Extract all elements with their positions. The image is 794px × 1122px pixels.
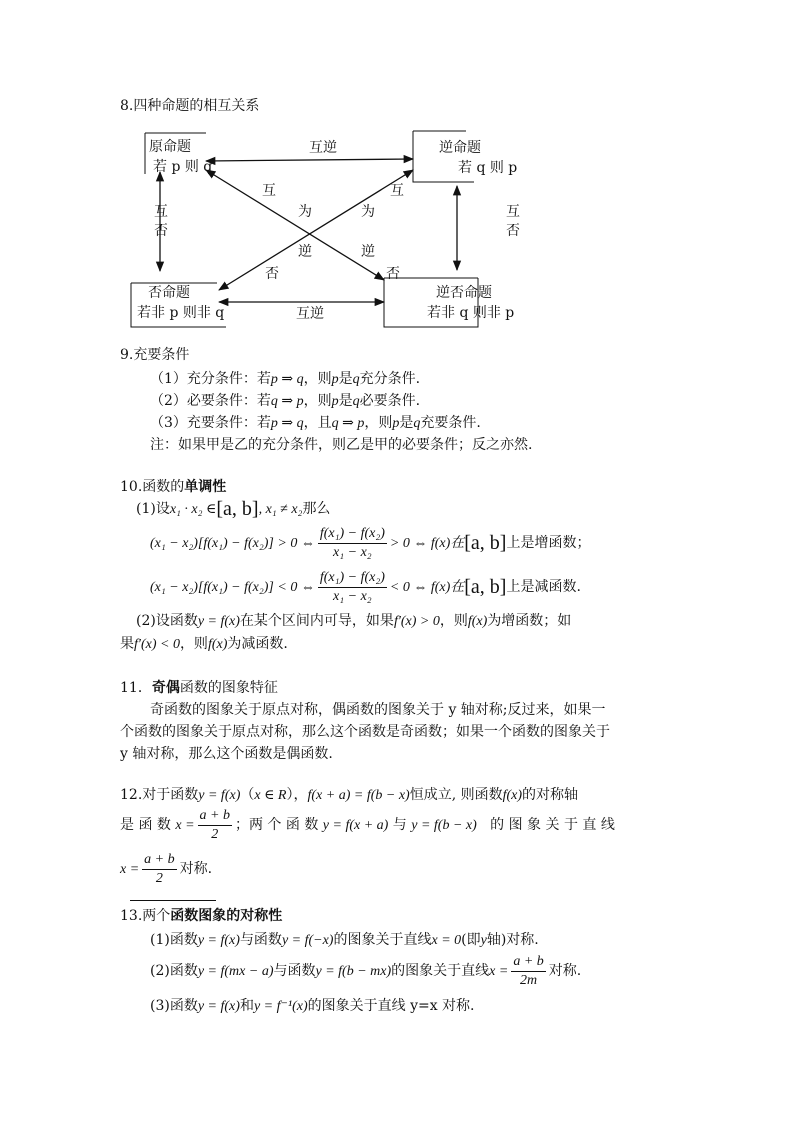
section-8-title: 8.四种命题的相互关系 (120, 98, 260, 114)
s9-line-2: （2）必要条件：若q ⇒ p，则p是q必要条件. (150, 393, 421, 409)
top-arrow (206, 159, 413, 161)
section-9-title: 9.充要条件 (120, 347, 190, 363)
box-converse-line1: 逆命题 (439, 140, 481, 156)
s10-line-2: (2)设函数y = f(x)在某个区间内可导，如果f′(x) > 0，则f(x)为增函数；如 (136, 613, 572, 629)
diag-label-ni-1: 逆 (298, 244, 312, 260)
box-contra-line2: 若非 q 则非 p (427, 305, 515, 321)
diag-label-wei-2: 为 (361, 204, 375, 220)
diag-label-hu-2: 互 (390, 183, 404, 199)
box-converse-line2: 若 q 则 p (458, 160, 518, 176)
bottom-arrow-label: 互逆 (296, 306, 324, 322)
right-label-fou: 否 (506, 223, 520, 239)
s10-row-increasing: (x₁ − x₂)[f(x₁) − f(x₂)] > 0 ⇔ $\frac{\text{f(x₁) − f(x₂)}}{\text{x₁ − x₂}}$ > 0 ⇔ f(x)在[a, b]上是增函数； (150, 525, 591, 560)
s12-line-1: 12.对于函数y = f(x)（x ∈ R），f(x + a) = f(b − x)恒成立, 则函数f(x)的对称轴 (120, 787, 579, 803)
section-13-title: 13.两个函数图象的对称性 (120, 908, 283, 924)
diag-label-wei-1: 为 (298, 204, 312, 220)
diag-label-fou-1: 否 (265, 266, 279, 282)
diag-label-fou-2: 否 (386, 266, 400, 282)
box-original-line1: 原命题 (149, 139, 191, 155)
s10-row-decreasing: (x₁ − x₂)[f(x₁) − f(x₂)] < 0 ⇔ $\frac{\text{f(x₁) − f(x₂)}}{\text{x₁ − x₂}}$ < 0 ⇔ f(x)在[a, b]上是减函数. (150, 569, 581, 604)
left-label-fou: 否 (154, 223, 168, 239)
s11-line-1: 奇函数的图象关于原点对称，偶函数的图象关于 y 轴对称;反过来，如果一 (150, 702, 606, 718)
top-arrow-label: 互逆 (309, 140, 337, 156)
diag-arrow-2 (219, 170, 413, 290)
box-inverse-line2: 若非 p 则非 q (137, 305, 225, 321)
left-label-hu: 互 (154, 204, 168, 220)
right-label-hu: 互 (506, 204, 520, 220)
s11-line-2: 个函数的图象关于原点对称，那么这个函数是奇函数；如果一个函数的图象关于 (120, 724, 610, 740)
s12-line-2: 是 函 数 x = $\frac{a + b}{2}$ ；两 个 函 数 y = f(x + a) 与 y = f(b − x) 的 图 象 关 于 直 线 (120, 807, 615, 842)
section-10-title: 10.函数的单调性 (120, 479, 227, 495)
s13-line-1: (1)函数y = f(x)与函数y = f(−x)的图象关于直线x = 0(即y轴)对称. (150, 932, 539, 948)
s13-line-3: (3)函数y = f(x)和y = f⁻¹(x)的图象关于直线 y=x 对称. (150, 998, 475, 1014)
box-inverse-line1: 否命题 (148, 285, 190, 301)
s9-line-3: （3）充要条件：若p ⇒ q，且q ⇒ p，则p是q充要条件. (150, 415, 481, 431)
box-contra-line1: 逆否命题 (436, 285, 492, 301)
s9-line-1: （1）充分条件：若p ⇒ q，则p是q充分条件. (150, 371, 421, 387)
s13-line-2: (2)函数y = f(mx − a)与函数y = f(b − mx)的图象关于直线x = $\frac{a + b}{2m}$ 对称. (150, 953, 582, 988)
diag-label-ni-2: 逆 (361, 244, 375, 260)
separator-line (130, 900, 216, 901)
section-11-title: 11．奇偶函数的图象特征 (120, 680, 278, 696)
s11-line-3: y 轴对称，那么这个函数是偶函数. (120, 746, 333, 762)
box-original-line2: 若 p 则 q (153, 159, 213, 175)
s9-note: 注：如果甲是乙的充分条件，则乙是甲的必要条件；反之亦然. (150, 437, 533, 453)
s10-line-3: 果f′(x) < 0，则f(x)为减函数. (120, 636, 288, 652)
s10-line-1: (1)设x₁ · x₂ ∈[a, b], x₁ ≠ x₂那么 (136, 498, 331, 520)
diag-label-hu-1: 互 (262, 183, 276, 199)
s12-line-3: x = $\frac{a + b}{2}$ 对称. (120, 851, 213, 886)
diag-arrow-1 (206, 170, 384, 280)
